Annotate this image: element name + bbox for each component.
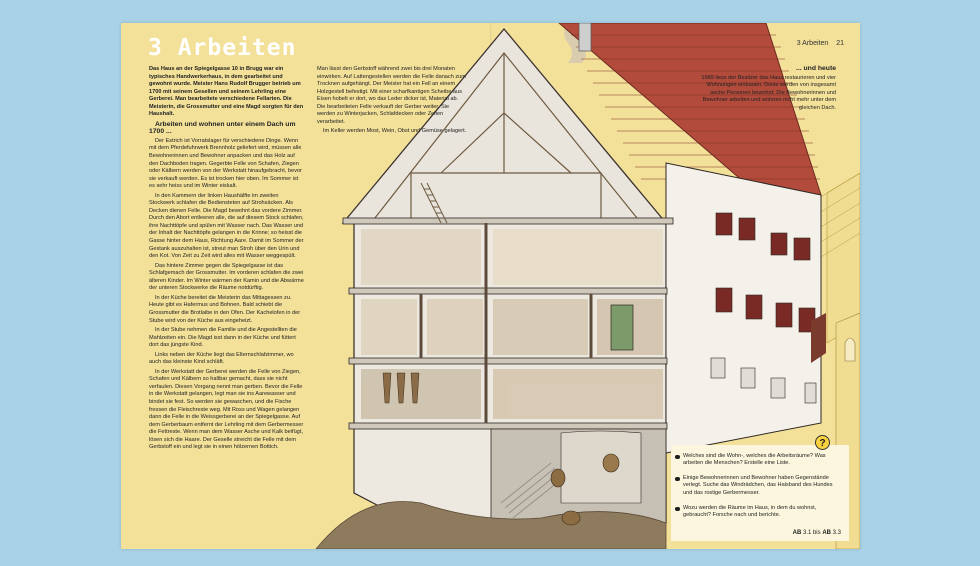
bullet-icon [675, 477, 680, 482]
question-item: Welches sind die Wohn-, welches die Arbeitsräume? Was arbeiten die Menschen? Erstelle eine Liste. [683, 453, 843, 468]
today-section [694, 65, 836, 114]
text-column-left [149, 66, 304, 454]
paragraph-parlour: In der Stube nehmen die Familie und die Angestellten die Mahlzeiten ein. Die Magd isst dann in der Küche und füttert dort das jüngste Kind. [149, 327, 297, 349]
text-column-middle [317, 66, 467, 138]
running-head [797, 40, 844, 47]
paragraph-cellar: Im Keller werden Most, Wein, Obst und Gemüse gelagert. [323, 128, 467, 135]
paragraph-attic: Der Estrich ist Vorratslager für verschiedene Dinge. Wenn mit dem Pferdefuhrwerk Brennholz geliefert wird, müssen alle Bewohnerinnen und Bewohner anpacken und das Holz auf den Dachboden tragen. Gegerbte Felle von Schafen, Ziegen oder Kälbern werden von der Werkstatt hinaufgebracht, bevor sie verkauft werden. Es ist trocken hier oben. Im Sommer ist es sehr heiss und im Winter eiskalt. [149, 137, 302, 190]
page-number: 21 [836, 40, 844, 47]
question-mark-icon: ? [815, 435, 830, 450]
running-head-label: 3 Arbeiten [796, 40, 829, 47]
intro-paragraph: Das Haus an der Spiegelgasse 10 in Brugg war ein typisches Handwerkerhaus, in dem gearbeitet und gewohnt wurde. Meister Hans Rudolf Brugger betrieb um 1700 mit seinem Gesellen und seinem Lehrling eine Gerberei. Man bearbeitete verschiedene Fellarten. Die Meisterin, die Grossmutter und eine Magd sorgten für den Haushalt. [149, 66, 304, 118]
paragraph-kitchen: In der Küche bereitet die Meisterin das Mittagessen zu. Heute gibt es Hafermus und Bohnen. Bald schiebt die Grossmutter die Brotlaibe in den Ofen. Der Kachelofen in der Stube wird von der Küche aus eingeheizt. [149, 294, 301, 324]
paragraph-chambers: In den Kammern der linken Haushälfte im zweiten Stockwerk schlafen die Bediensteten auf Strohsäcken. Als Decken dienen Felle. Die Magd bewohnt das vordere Zimmer. Durch den Abort entleeren alle, die auf diesem Stock schlafen, ihre Nachttöpfe und spülen mit Wasser nach. Das Wasser und der Inhalt der Nachttöpfe gelangen in die Krinne; so heisst die Gasse hinter dem Haus, Richtung Aare. Damit im Sommer der Gestank auszuhalten ist, streut man Stroh über den Urin und den Kot. Von Zeit zu Zeit wird alles mit Wasser weggespült. [149, 192, 304, 260]
paragraph-workshop: In der Werkstatt der Gerberei werden die Felle von Ziegen, Schafen und Kälbern so haltbar gemacht, dass sie nicht verfaulen. Diesen Vorgang nennt man gerben. Bevor die Felle in die Werkstatt gelangen, legt man sie ins Aarewasser und bindet sie fest. So werden sie gewaschen, und die Fische fressen die Fleischreste weg. Mit Ross und Wagen gelangen dann die Felle in die Weissgerberei an der Spiegelgasse. Auf dem Gerberbaum entfernt der Lehrling mit dem Gerbermesser die Fettreste. Wenn man dem Wasser Asche und Kalk beifügt, lösen sich die Haare. Der Geselle streicht die Felle mit dem Gerbstoff ein und legt sie in einen hölzernen Bottich. [149, 368, 304, 451]
book-spread [121, 23, 860, 549]
bullet-icon [675, 507, 680, 512]
paragraph-tanning: Man lässt den Gerbstoff während zwei bis drei Monaten einwirken. Auf Lattengestellen werden die Felle danach zum Trocknen aufgehängt. Der Meister hat ein Fell an einem Holzgestell befestigt. Mit einer scharfkantigen Scheibe aus Eisen hobelt er dort, wo das Leder dicker ist, Material ab. Die bearbeiteten Felle verkauft der Gerber weiter. Sie werden zu Winterjacken, Schlafdecken oder Zelten verarbeitet. [317, 66, 466, 125]
today-subhead: ... und heute [795, 65, 836, 72]
section-subhead: Arbeiten und wohnen unter einem Dach um 1700 ... [149, 120, 296, 136]
today-text: 1989 liess der Besitzer das Haus restaurieren und vier Wohnungen einbauen. Diese werden von insgesamt sechs Personen bewohnt. Die Bewohnerinnen und Bewohner arbeiten und wohnen nicht mehr unter dem gleichen Dach. [701, 74, 836, 111]
paragraph-bedroom: Links neben der Küche liegt das Elternschlafzimmer, wo auch das kleinste Kind schläft. [149, 351, 294, 366]
questions-box [671, 445, 849, 541]
chapter-title: 3 Arbeiten [148, 35, 297, 61]
question-item: Einige Bewohnerinnen und Bewohner haben Gegenstände verlegt. Suche das Windrädchen, das Halsband des Hundes und das rostige Gerbermesser. [683, 475, 843, 497]
workbook-reference: AB 3.1 bis AB 3.3 [792, 530, 841, 536]
question-item: Wozu werden die Räume im Haus, in dem du wohnst, gebraucht? Forsche nach und berichte. [683, 505, 843, 520]
paragraph-grandmother: Das hintere Zimmer gegen die Spiegelgasse ist das Schlafgemach der Grossmutter. Im vorderen schlafen die zwei älteren Kinder. Im Winter wärmen der Kamin und die Abwärme der unteren Stockwerke die Räume notdürftig. [149, 262, 304, 292]
bullet-icon [675, 455, 680, 460]
